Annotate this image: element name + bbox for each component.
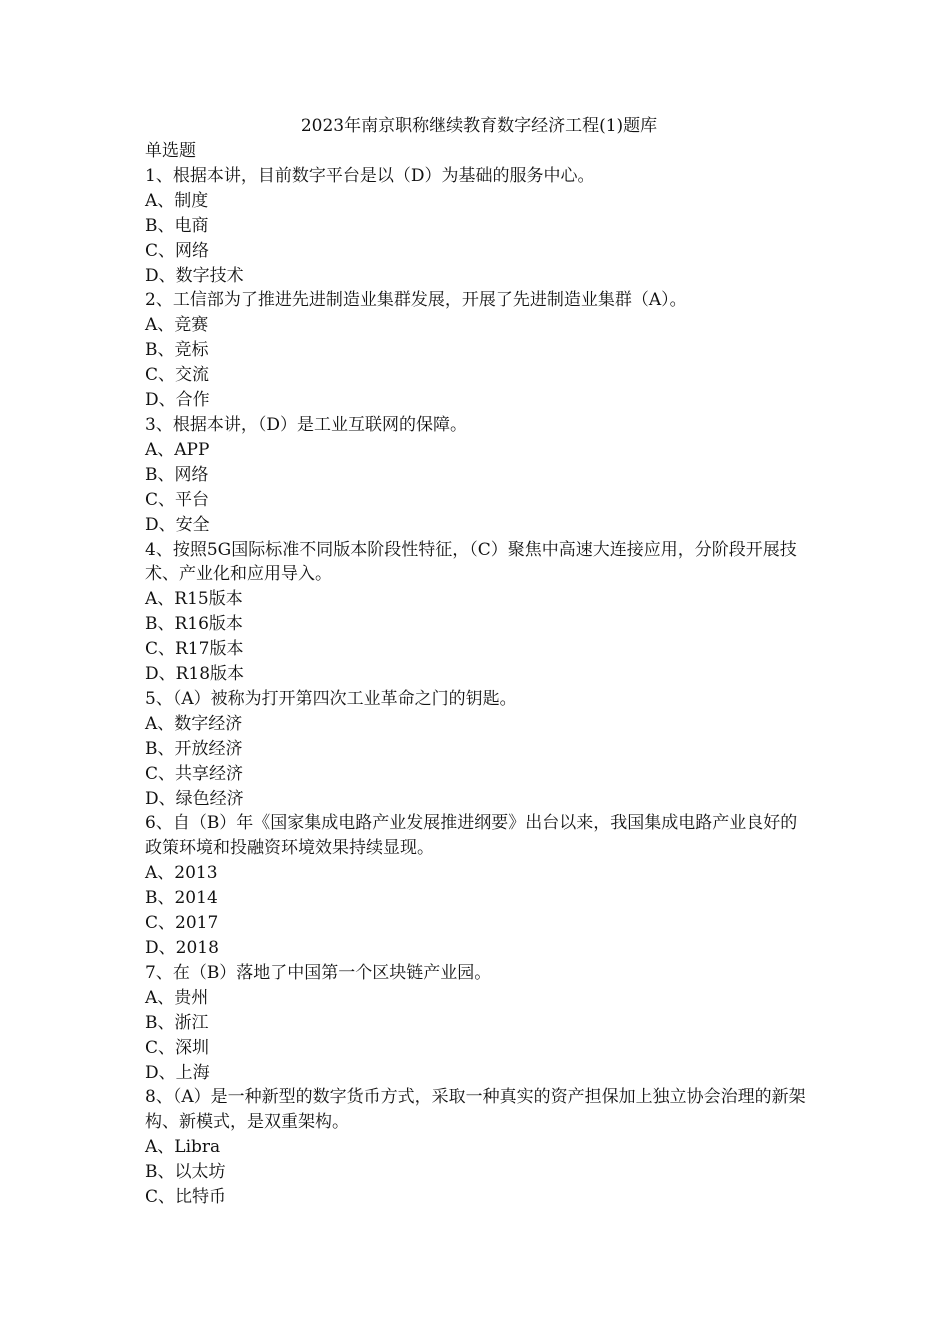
question-block [145,961,813,1086]
question-block [145,413,813,538]
question-text: 6、自（B）年《国家集成电路产业发展推进纲要》出台以来，我国集成电路产业良好的政策环境和投融资环境效果持续显现。 [145,813,798,859]
answer-option: D、绿色经济 [145,788,244,809]
answer-option: D、合作 [145,390,210,411]
answer-option: B、以太坊 [145,1162,226,1183]
answer-option: C、比特币 [145,1187,227,1208]
answer-option: D、数字技术 [145,265,244,286]
answer-option: A、数字经济 [145,713,243,734]
answer-option: B、电商 [145,215,209,236]
question-block [145,687,813,812]
answer-option: C、网络 [145,240,210,261]
answer-option: B、R16版本 [145,614,243,635]
answer-option: C、平台 [145,489,210,510]
answer-option: B、竞标 [145,340,209,361]
question-text: 3、根据本讲，（D）是工业互联网的保障。 [145,414,467,435]
question-text: 7、在（B）落地了中国第一个区块链产业园。 [145,962,492,983]
question-text: 1、根据本讲，目前数字平台是以（D）为基础的服务中心。 [145,165,595,186]
question-text: 8、（A）是一种新型的数字货币方式，采取一种真实的资产担保加上独立协会治理的新架构、新模式，是双重架构。 [145,1087,806,1133]
document-title: 2023年南京职称继续教育数字经济工程(1)题库 [300,116,658,136]
answer-option: B、2014 [145,888,218,909]
question-block [145,288,813,413]
question-block [145,164,813,289]
question-block [145,538,813,687]
question-block [145,1085,813,1210]
answer-option: A、制度 [145,190,209,211]
answer-option: A、APP [145,439,210,460]
answer-option: D、R18版本 [145,664,245,685]
section-heading: 单选题 [145,141,196,161]
answer-option: A、Libra [145,1137,221,1158]
answer-option: B、网络 [145,464,209,485]
answer-option: A、2013 [145,863,218,884]
answer-option: C、2017 [145,913,219,934]
answer-option: C、深圳 [145,1037,210,1058]
question-text: 2、工信部为了推进先进制造业集群发展，开展了先进制造业集群（A）。 [145,290,687,311]
answer-option: B、浙江 [145,1012,209,1033]
answer-option: C、共享经济 [145,763,244,784]
answer-option: B、开放经济 [145,738,243,759]
question-text: 4、按照5G国际标准不同版本阶段性特征，（C）聚焦中高速大连接应用，分阶段开展技术、产业化和应用导入。 [145,539,797,585]
answer-option: A、R15版本 [145,589,243,610]
answer-option: A、贵州 [145,987,209,1008]
answer-option: D、2018 [145,938,219,958]
document-page [145,114,813,1210]
answer-option: D、安全 [145,514,210,535]
answer-option: C、交流 [145,365,210,386]
answer-option: A、竞赛 [145,315,209,336]
question-block [145,811,813,960]
answer-option: C、R17版本 [145,639,244,660]
question-text: 5、（A）被称为打开第四次工业革命之门的钥匙。 [145,688,517,709]
answer-option: D、上海 [145,1062,210,1083]
